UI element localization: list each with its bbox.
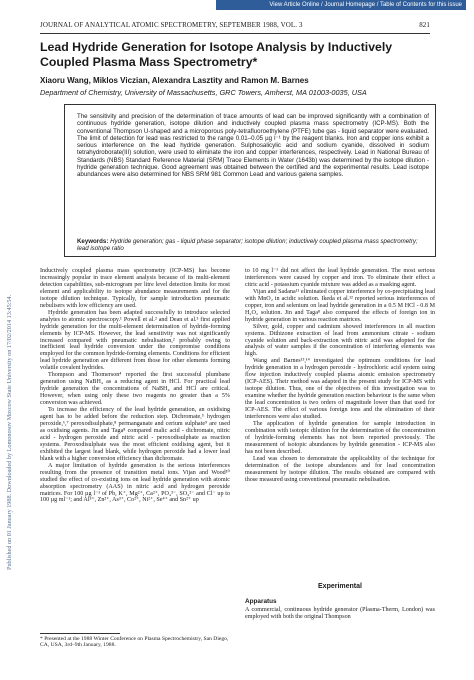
journal-homepage-link[interactable]: Journal Homepage [324, 2, 376, 8]
keywords-label: Keywords: [77, 238, 109, 245]
body-paragraph: To increase the efficiency of the lead hydride generation, an oxidising agent has to be added before the reduction step. Dichromate,⁵ hydrogen peroxide,⁶,⁷ peroxodisulphate,⁸ permanganate and cerium sulphate⁹ are used as oxidising agents. Jin and Taga⁸ compared malic acid - dichromate, nitric acid - hydrogen peroxide and nitric acid - peroxodisulphate as reaction systems. Peroxodisulphate was the most efficient oxidising agent, but it exhibited the largest lead blank, while hydrogen peroxide had a lower lead blank with a higher conversion efficiency than dichromate. [40, 407, 230, 462]
download-stamp-sidebar [0, 110, 12, 570]
article-authors: Xiaoru Wang, Miklos Viczian, Alexandra Lasztity and Ramon M. Barnes [40, 76, 309, 85]
body-left-column [40, 268, 230, 504]
article-title: Lead Hydride Generation for Isotope Analysis by Inductively Coupled Plasma Mass Spectrometry* [40, 40, 393, 69]
body-paragraph: Wang and Barnes¹³,¹⁴ investigated the optimum conditions for lead hydride generation in a hydrogen peroxide - hydrochloric acid system using flow injection inductively coupled plasma atomic emission spectrometry (ICP-AES). Their method was adapted in the present study for ICP-MS with isotope dilution. Thus, one of the objectives of this investigation was to examine whether the hydride generation reaction behaviour is the same when the lead concentration is two orders of magnitude lower than that used for ICP-AES. The effect of various foreign ions and the elimination of their interferences were also studied. [245, 358, 435, 421]
journal-running-header [40, 21, 430, 29]
body-paragraph: Inductively coupled plasma mass spectrometry (ICP-MS) has become increasingly popular in trace element analysis because of its multi-element detection capabilities, sub-microgram per litre level detection limits for most element and applicability to isotope abundance measurements and for the isotope dilution technique. Typically, for sample introduction pneumatic nebulisers with low efficiency are used. [40, 268, 230, 309]
footnote: * Presented at the 1988 Winter Conference on Plasma Spectrochemistry, San Diego, CA, USA, 3rd–9th January, 1988. [40, 636, 229, 649]
download-stamp-text: Published on 01 January 1988. Downloaded by Lomonosov Moscow State University on 17/02/2014 13:45:54. [6, 294, 13, 570]
keywords [77, 238, 429, 253]
body-paragraph: Thompson and Thomerson⁴ reported the first successful plumbane generation using NaBH₄ as a reducing agent in HCl. For practical lead hydride generation the concentrations of NaBH₄ and HCl are critical. However, when using only these two reagents no greater than a 5% conversion was achieved. [40, 372, 230, 407]
footnote-divider [40, 633, 120, 634]
body-paragraph: to 10 mg l⁻¹ did not affect the lead hydride generation. The most serious interferences were caused by copper and iron. To eliminate their effect a citric acid - potassium cyanide mixture was added as a masking agent. [245, 268, 435, 288]
journal-citation: JOURNAL OF ANALYTICAL ATOMIC SPECTROMETRY, SEPTEMBER 1988, VOL. 3 [40, 21, 303, 29]
page-number: 821 [419, 21, 430, 29]
body-paragraph: The application of hydride generation for sample introduction in combination with isotopic dilution for the determination of the concentration of hydride-forming elements has not been reported previously. The measurement of isotopic abundances by hydride generation - ICP-MS also has not been described. [245, 420, 435, 455]
link-separator: / [375, 2, 380, 8]
body-right-column [245, 268, 435, 484]
link-separator: / [319, 2, 325, 8]
subsection-heading-apparatus: Apparatus [245, 598, 277, 605]
body-paragraph: Hydride generation has been adapted successfully to introduce selected analytes to atomic spectroscopy.¹ Powell et al.² and Dean et al.³ first applied hydride generation for the multi-element determination of hydride-forming elements by ICP-MS. However, the lead sensitivity was not significantly increased compared with pneumatic nebulisation,² probably owing to inefficient lead hydride conversion under the compromise conditions employed for the common hydride-forming elements. Conditions for efficient lead hydride generation are different from those for other elements forming volatile covalent hydrides. [40, 309, 230, 372]
section-heading-experimental: Experimental [318, 583, 362, 590]
header-divider [40, 33, 430, 34]
body-paragraph: Silver, gold, copper and cadmium showed interferences in all reaction systems. Dithizone extraction of lead from ammonium citrate - sodium cyanide solution and back-extraction with nitric acid was adopted for the analysis of water samples if the concentration of interfering elements was high. [245, 323, 435, 358]
table-of-contents-link[interactable]: Table of Contents for this issue [379, 2, 462, 8]
top-links-bar [216, 0, 466, 10]
apparatus-paragraph: A commercial, continuous hydride generator (Plasma-Therm, London) was employed with both the original Thompson [245, 607, 435, 620]
body-paragraph: A major limitation of hydride generation is the serious interferences resulting from the presence of transition metal ions. Vijan and Wood¹⁰ studied the effect of co-existing ions on lead hydride generation with atomic absorption spectrometry (AAS) in nitric acid and hydrogen peroxide matrices. For 100 µg l⁻¹ of Pb, K⁺, Mg²⁺, Ca²⁺, PO₄³⁻, SO₄²⁻ and Cl⁻ up to 100 µg ml⁻¹; and Al³⁺, Zn²⁺, As³⁺, Co²⁺, Ni²⁺, Se⁴⁺ and Sn²⁺ up [40, 462, 230, 504]
abstract-text: The sensitivity and precision of the determination of trace amounts of lead can be improved significantly with a combination of continuous hydride generation, isotope dilution and inductively coupled plasma mass spectrometry (ICP-MS). Both the conventional Thompson U-shaped and a microporous poly-tetrafluoroethylene (PTFE) tube gas - liquid separator were evaluated. The limit of detection for lead was restricted to the range 0.01–0.05 µg l⁻¹ by the reagent blanks. Iron and copper ions exhibit a serious interference on the lead hydride generation. Sulphosalicylic acid and sodium cyanide, dissolved in sodium tetrahydroborate(III) solution, were used to eliminate the iron and copper interferences, respectively. Lead in National Bureau of Standards (NBS) Standard Reference Material (SRM) Trace Elements in Water (1643b) was determined by the isotope dilution - hydride generation technique. Good agreement was obtained between the certified and the experimental results. Lead isotope abundances were also determined for NBS SRM 981 Common Lead and various galena samples. [77, 113, 429, 178]
body-paragraph: Lead was chosen to demonstrate the applicability of the technique for determination of the isotope abundances and for lead concentration measurement by isotope dilution. The results obtained are compared with those measured using conventional pneumatic nebulisation. [245, 455, 435, 483]
keywords-text: Hydride generation; gas - liquid phase separator; isotope dilution; inductively coupled plasma mass spectrometry; lead isotope ratio [77, 238, 418, 253]
body-paragraph: Vijan and Sadana¹¹ eliminated copper interference by co-precipitating lead with MnO₂ in acidic solution. Ikeda et al.¹² reported serious interferences of copper, iron and selenium on lead hydride generation in a 0.5 M HCl - 0.8 M H₂O₂ solution. Jin and Taga⁸ also compared the effects of foreign ion in hydride generation in various reaction matrices. [245, 288, 435, 323]
view-article-online-link[interactable]: View Article Online [269, 2, 320, 8]
author-affiliation: Department of Chemistry, University of Massachusetts, GRC Towers, Amherst, MA 01003-0035, USA [40, 88, 367, 97]
